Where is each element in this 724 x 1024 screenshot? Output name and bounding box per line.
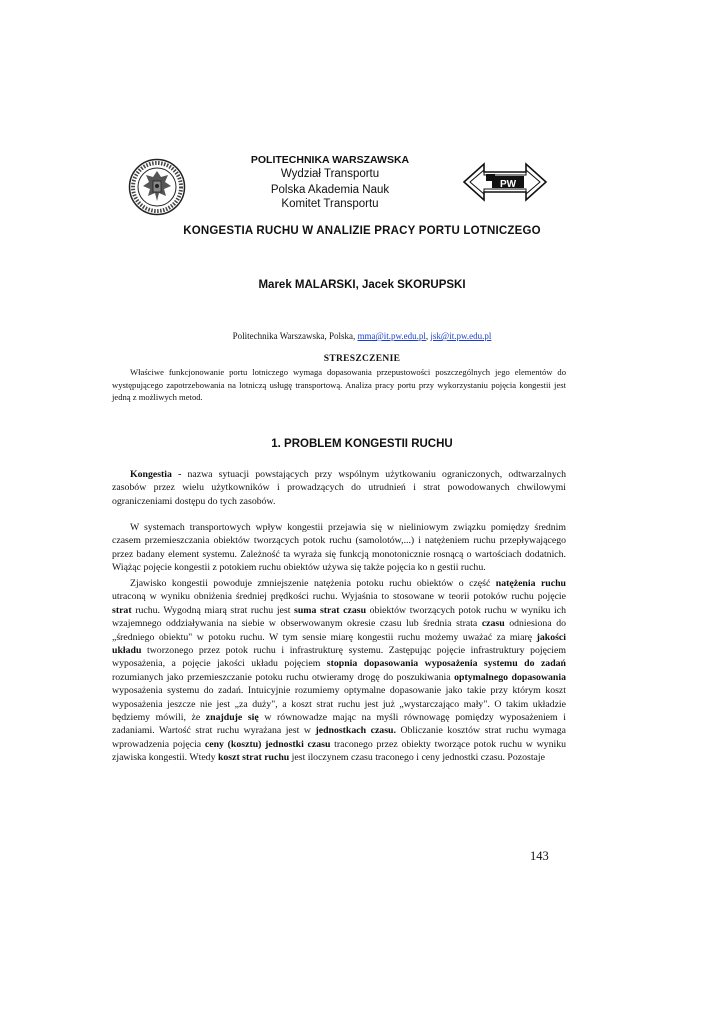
abstract-heading: STRESZCZENIE [323, 354, 401, 364]
bold-term: jakości układu [112, 631, 566, 657]
text-run: Zjawisko kongestii powoduje zmniejszenie natężenia potoku ruchu obiektów o część [130, 578, 496, 589]
text-run: rozumianych jako przemieszczanie potoku ruchu otwieramy drogę do poszukiwania [112, 671, 455, 683]
university-name: POLITECHNIKA WARSZAWSKA [250, 154, 410, 166]
email-link-2[interactable]: jsk@it.pw.edu.pl [430, 331, 492, 341]
committee-name: Komitet Transportu [281, 198, 379, 210]
bold-term: stopnia dopasowania wyposażenia systemu do zadań [326, 658, 566, 670]
email-link-1[interactable]: mma@it.pw.edu.pl [357, 331, 426, 341]
paragraph-3 [112, 577, 566, 765]
faculty-name: Wydział Transportu [280, 168, 380, 180]
text-run: jest iloczynem czasu traconego i ceny jednostki czasu. Pozostaje [289, 752, 545, 764]
paragraph-1 [112, 468, 566, 508]
bold-term: znajduje się [205, 712, 259, 724]
text-run: obiektów tworzących potok ruchu w wyniku ich wzajemnego oddziaływania na siebie w obserwowanym okresie czasu lub średnia strata [112, 604, 566, 630]
bold-term: optymalnego dopasowania [454, 671, 566, 683]
paragraph-2-text: W systemach transportowych wpływ kongestii przejawia się w nieliniowym związku pomiędzy średnim czasem przemieszczania obiektów tworzących potok ruchu (samolotów,...) i natężeniem ruchu przepływającego przez badany element systemu. Zależność ta wyraża się funkcją monotonicznie rosnącą o wartościach dodatnich. Wiążąc pojęcie kongestii z potokiem ruchu obiektów używa się także pojęcia ko n gestii ruchu. [112, 522, 566, 574]
bold-term: suma strat czasu [294, 604, 367, 616]
email-separator: , [425, 331, 431, 341]
academy-name: Polska Akademia Nauk [270, 184, 390, 196]
affiliation-text: Politechnika Warszawska, Polska, [232, 331, 358, 341]
paper-title: KONGESTIA RUCHU W ANALIZIE PRACY PORTU LOTNICZEGO [183, 225, 541, 237]
text-run: odniesiona do „średniego obiektu" w potoku ruchu. W tym sensie miarę kongestii ruchu możemy uważać za miarę [112, 618, 567, 643]
paragraph-3-text [112, 577, 566, 765]
text-run: traconego przez obiekty tworzące potok ruchu w wyniku zjawiska kongestii. Wtedy [112, 738, 566, 764]
abstract-text: Właściwe funkcjonowanie portu lotniczego wymaga dopasowania przepustowości poszczególnych jego elementów do występującego zapotrzebowania na lotniczą usługę transportową. Analiza pracy portu przy wykorzystaniu pojęcia kongestii jest jedną z możliwych metod. [112, 367, 566, 403]
text-run: ruchu. Wygodną miarą strat ruchu jest [131, 604, 295, 616]
bold-term: strat [112, 604, 132, 616]
page-number: 143 [530, 849, 549, 863]
term-kongestia: Kongestia - [130, 469, 182, 480]
authors: Marek MALARSKI, Jacek SKORUPSKI [258, 279, 466, 291]
text-run: tworzonego przez potok ruchu i infrastrukturę systemu. Zastępując pojęcie infrastruktury pojęciem wyposażenia, a pojęcie jakości układu pojęciem [112, 645, 566, 670]
transport-faculty-logo [462, 160, 548, 204]
bold-term: koszt strat ruchu [217, 752, 290, 764]
text-run: wyposażenia systemu do zadań. Intuicyjnie rozumiemy optymalne dopasowanie jako takie przy którym koszt wyposażenia jeszcze nie jest „za duży", a koszt strat ruchu jest już „wystarczająco mały". O takim układzie będziemy mówili, że [112, 685, 566, 724]
university-seal-logo [128, 158, 186, 216]
bold-term: natężenia ruchu [495, 578, 567, 589]
bold-term: ceny (kosztu) jednostki czasu [204, 738, 331, 750]
paragraph-1-text: nazwa sytuacji powstających przy wspólnym użytkowaniu ograniczonych, odtwarzalnych zasobów przez wielu użytkowników i prowadzących do utrudnień i strat powodowanych chwilowymi ograniczeniami dostępu do tych zasobów. [112, 469, 566, 507]
text-run: w równowadze mając na myśli równowagę pomiędzy wyposażeniem i zadaniami. Wartość strat ruchu wyrażana jest w [112, 712, 566, 737]
bold-term: czasu [481, 618, 505, 630]
logo-text: PW [499, 179, 517, 190]
text-run: Obliczanie kosztów strat ruchu wymaga wprowadzenia pojęcia [112, 725, 566, 750]
paragraph-2 [112, 521, 566, 575]
bold-term: jednostkach czasu. [315, 725, 396, 737]
affiliation [100, 331, 624, 341]
section-heading: 1. PROBLEM KONGESTII RUCHU [271, 438, 453, 450]
text-run: utraconą w wyniku obniżenia średniej prędkości ruchu. Wyjaśnia to stosowane w teorii potoków ruchu pojęcie [112, 591, 566, 603]
